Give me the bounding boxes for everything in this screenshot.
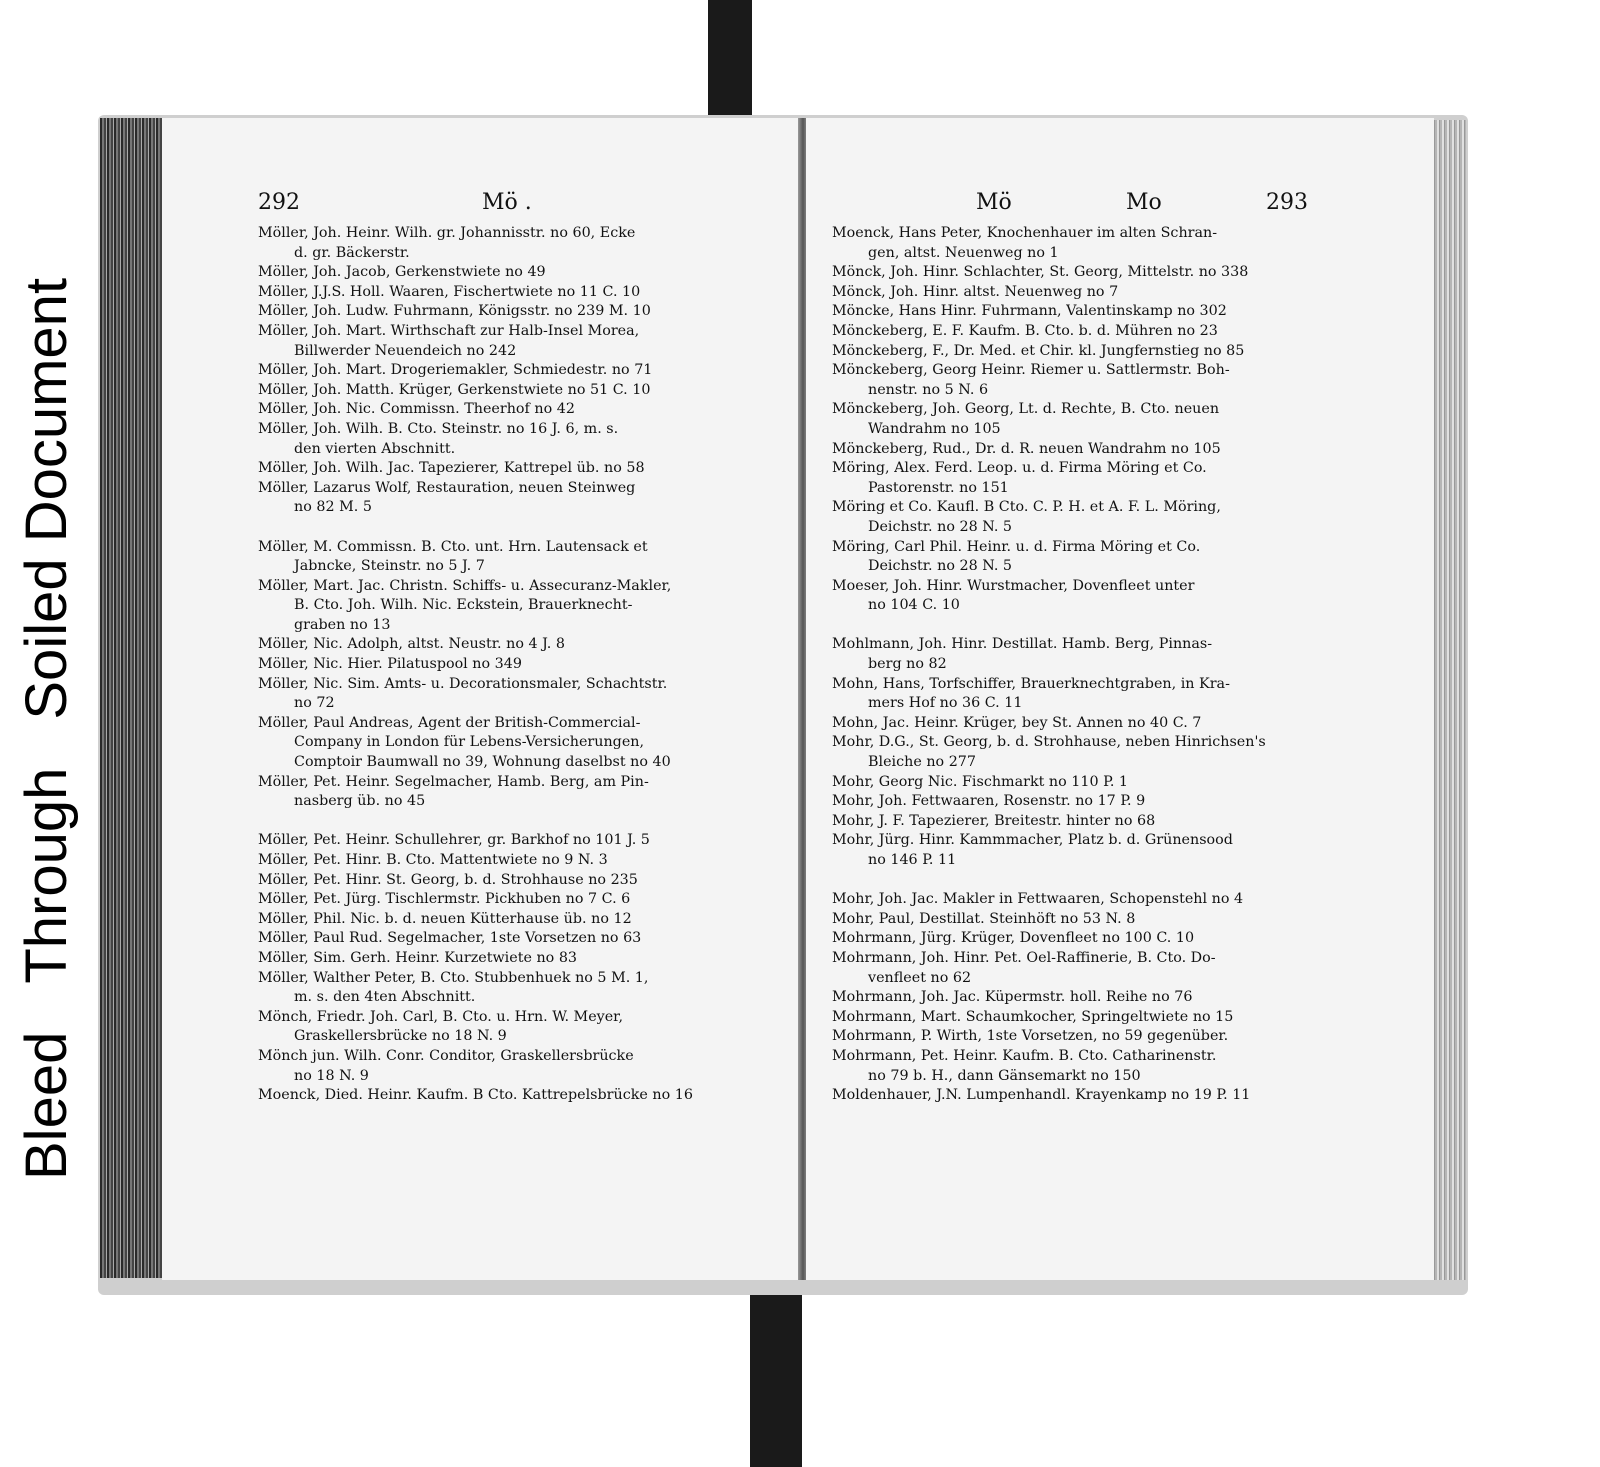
entry-line: Mohn, Hans, Torfschiffer, Brauerknechtgraben, in Kra- [832,675,1230,692]
entry-line: Mohrmann, Pet. Heinr. Kaufm. B. Cto. Catharinenstr. [832,1047,1217,1064]
entry-line: Mönch, Friedr. Joh. Carl, B. Cto. u. Hrn. W. Meyer, [258,1008,623,1025]
entry-line: Mohrmann, Joh. Jac. Küpermstr. holl. Reihe no 76 [832,989,1193,1006]
directory-entry [258,302,778,322]
directory-entry [258,322,778,361]
directory-entry [832,400,1352,439]
entry-line: Möncke, Hans Hinr. Fuhrmann, Valentinskamp no 302 [832,303,1227,320]
entry-line: Mönck, Joh. Hinr. altst. Neuenweg no 7 [832,283,1119,300]
directory-entry [258,479,778,518]
directory-entry [258,420,778,459]
right-running-head-right: Mo [1126,190,1162,215]
entry-continuation-line: venfleet no 62 [868,969,972,986]
entry-line: Mönckeberg, Joh. Georg, Lt. d. Rechte, B. Cto. neuen [832,401,1220,418]
entry-line: Mohr, Jürg. Hinr. Kammmacher, Platz b. d. Grünensood [832,832,1233,849]
entry-line: Mohr, J. F. Tapezierer, Breitestr. hinter no 68 [832,812,1156,829]
directory-entry [832,733,1352,772]
directory-entry [258,871,778,891]
entry-line: Möller, Joh. Heinr. Wilh. gr. Johannisstr. no 60, Ecke [258,225,636,241]
directory-entry [258,890,778,910]
entry-line: Moldenhauer, J.N. Lumpenhandl. Krayenkamp no 19 P. 11 [832,1087,1251,1104]
entry-line: Mohr, Georg Nic. Fischmarkt no 110 P. 1 [832,773,1129,790]
directory-entry [258,283,778,303]
entry-line: Möller, Sim. Gerh. Heinr. Kurzetwiete no 83 [258,949,578,966]
entry-line: Mohn, Jac. Heinr. Krüger, bey St. Annen no 40 C. 7 [832,714,1202,731]
directory-entry [258,851,778,871]
directory-entry [258,675,778,714]
directory-entry [832,322,1352,342]
entry-line: Mohrmann, Joh. Hinr. Pet. Oel-Raffinerie, B. Cto. Do- [832,949,1216,966]
image-condition-label [6,140,86,1180]
directory-entry [832,675,1352,714]
entry-line: Mönckeberg, F., Dr. Med. et Chir. kl. Jungfernstieg no 85 [832,342,1245,359]
directory-entry [832,792,1352,812]
entry-line: Möller, Joh. Nic. Commissn. Theerhof no 42 [258,401,575,418]
directory-entry [258,773,778,812]
entry-line: Mohrmann, P. Wirth, 1ste Vorsetzen, no 59 gegenüber. [832,1028,1229,1045]
directory-entry [258,969,778,1008]
entry-line: Möller, Joh. Wilh. Jac. Tapezierer, Kattrepel üb. no 58 [258,460,645,477]
entry-line: Mohrmann, Mart. Schaumkocher, Springeltwiete no 15 [832,1008,1234,1025]
entry-spacer [258,812,778,832]
left-directory-entries [258,224,778,1106]
directory-entry [258,949,778,969]
entry-line: Mohr, Joh. Jac. Makler in Fettwaaren, Schopenstehl no 4 [832,891,1244,908]
entry-continuation-line: no 82 M. 5 [294,499,372,516]
directory-entry [258,263,778,283]
entry-line: Moenck, Hans Peter, Knochenhauer im alten Schran- [832,225,1218,241]
directory-entry [832,831,1352,870]
entry-line: Möring, Carl Phil. Heinr. u. d. Firma Möring et Co. [832,538,1201,555]
directory-entry [258,929,778,949]
right-page-header [806,190,1434,224]
directory-entry [258,381,778,401]
right-page-number: 293 [1266,190,1308,215]
directory-entry [832,635,1352,674]
directory-entry [258,714,778,773]
entry-line: Moeser, Joh. Hinr. Wurstmacher, Dovenfleet unter [832,577,1195,594]
entry-continuation-line: B. Cto. Joh. Wilh. Nic. Eckstein, Brauerknecht- [294,597,633,614]
entry-line: Möller, Nic. Hier. Pilatuspool no 349 [258,656,522,673]
entry-continuation-line: Jabncke, Steinstr. no 5 J. 7 [294,558,485,575]
entry-continuation-line: Comptoir Baumwall no 39, Wohnung daselbst no 40 [294,754,671,771]
entry-continuation-line: Wandrahm no 105 [868,420,1001,437]
directory-entry [832,498,1352,537]
entry-line: Möller, Walther Peter, B. Cto. Stubbenhuek no 5 M. 1, [258,969,649,986]
entry-line: Möller, Nic. Sim. Amts- u. Decorationsmaler, Schachtstr. [258,675,668,692]
entry-line: Mönckeberg, Georg Heinr. Riemer u. Sattlermstr. Boh- [832,362,1230,379]
entry-continuation-line: Billwerder Neuendeich no 242 [294,342,517,359]
right-directory-entries [832,224,1352,1106]
left-page-edges [100,118,162,1278]
directory-entry [832,949,1352,988]
entry-line: Möller, Joh. Mart. Drogeriemakler, Schmiedestr. no 71 [258,362,653,379]
entry-line: Möller, M. Commissn. B. Cto. unt. Hrn. Lautensack et [258,538,648,555]
directory-entry [258,1047,778,1086]
entry-line: Möller, Joh. Ludw. Fuhrmann, Königsstr. no 239 M. 10 [258,303,651,320]
entry-continuation-line: Deichstr. no 28 N. 5 [868,518,1013,535]
entry-line: Möller, Paul Rud. Segelmacher, 1ste Vorsetzen no 63 [258,930,642,947]
entry-line: Möller, Nic. Adolph, altst. Neustr. no 4 J. 8 [258,636,565,653]
directory-entry [832,714,1352,734]
directory-entry [258,538,778,577]
entry-continuation-line: nenstr. no 5 N. 6 [868,381,989,398]
entry-continuation-line: no 72 [294,695,335,712]
right-running-head-left: Mö [976,190,1012,215]
entry-line: Möller, Phil. Nic. b. d. neuen Kütterhause üb. no 12 [258,910,632,927]
entry-continuation-line: Deichstr. no 28 N. 5 [868,558,1013,575]
entry-spacer [832,871,1352,891]
right-page-edges [1430,120,1466,1280]
entry-continuation-line: berg no 82 [868,656,947,673]
directory-entry [258,577,778,636]
directory-entry [832,910,1352,930]
entry-continuation-line: no 104 C. 10 [868,597,960,614]
entry-line: Möller, Pet. Jürg. Tischlermstr. Pickhuben no 7 C. 6 [258,891,631,908]
entry-line: Möller, Joh. Matth. Krüger, Gerkenstwiete no 51 C. 10 [258,381,651,398]
directory-entry [832,890,1352,910]
directory-entry [832,1047,1352,1086]
directory-entry [258,831,778,851]
directory-entry [258,400,778,420]
entry-line: Möller, Pet. Heinr. Segelmacher, Hamb. Berg, am Pin- [258,773,649,790]
directory-entry [258,635,778,655]
directory-entry [258,224,778,263]
left-page-number: 292 [258,190,300,215]
entry-line: Möring et Co. Kaufl. B Cto. C. P. H. et A. F. L. Möring, [832,499,1221,516]
entry-line: Möller, Joh. Mart. Wirthschaft zur Halb-Insel Morea, [258,322,640,339]
directory-entry [832,577,1352,616]
directory-entry [832,988,1352,1008]
entry-line: Möller, Mart. Jac. Christn. Schiffs- u. Assecuranz-Makler, [258,577,672,594]
entry-line: Moenck, Died. Heinr. Kaufm. B Cto. Kattrepelsbrücke no 16 [258,1087,693,1104]
directory-entry [832,283,1352,303]
entry-continuation-line: mers Hof no 36 C. 11 [868,695,1023,712]
entry-continuation-line: no 79 b. H., dann Gänsemarkt no 150 [868,1067,1141,1084]
entry-line: Mohrmann, Jürg. Krüger, Dovenfleet no 100 C. 10 [832,930,1195,947]
left-page [162,118,800,1280]
binding-strap-bottom [750,1270,802,1467]
entry-line: Möller, Pet. Hinr. B. Cto. Mattentwiete no 9 N. 3 [258,852,608,868]
directory-entry [258,1086,778,1106]
entry-line: Mönckeberg, Rud., Dr. d. R. neuen Wandrahm no 105 [832,440,1221,457]
directory-entry [832,440,1352,460]
entry-line: Mönch jun. Wilh. Conr. Conditor, Graskellersbrücke [258,1047,634,1064]
entry-continuation-line: den vierten Abschnitt. [294,440,456,457]
entry-line: Mohlmann, Joh. Hinr. Destillat. Hamb. Berg, Pinnas- [832,636,1213,653]
directory-entry [832,773,1352,793]
directory-entry [832,1086,1352,1106]
entry-continuation-line: graben no 13 [294,616,391,633]
directory-entry [258,361,778,381]
entry-line: Mohr, D.G., St. Georg, b. d. Strohhause, neben Hinrichsen's [832,734,1266,751]
entry-line: Möller, Joh. Jacob, Gerkenstwiete no 49 [258,264,546,281]
entry-line: Möller, Joh. Wilh. B. Cto. Steinstr. no 16 J. 6, m. s. [258,420,619,437]
directory-entry [832,361,1352,400]
entry-line: Möller, Pet. Heinr. Schullehrer, gr. Barkhof no 101 J. 5 [258,832,650,849]
directory-entry [832,302,1352,322]
entry-spacer [258,518,778,538]
entry-continuation-line: Company in London für Lebens-Versicherungen, [294,734,645,751]
entry-continuation-line: d. gr. Bäckerstr. [294,244,410,261]
left-page-running-head: Mö . [482,190,532,215]
entry-line: Möller, Paul Andreas, Agent der British-Commercial- [258,714,641,731]
entry-continuation-line: m. s. den 4ten Abschnitt. [294,989,476,1006]
entry-line: Möring, Alex. Ferd. Leop. u. d. Firma Möring et Co. [832,460,1207,477]
directory-entry [832,538,1352,577]
label-bleed: Bleed [13,1031,79,1180]
directory-entry [832,263,1352,283]
directory-entry [258,910,778,930]
entry-line: Mohr, Paul, Destillat. Steinhöft no 53 N. 8 [832,910,1136,927]
label-soiled-document: Soiled Document [13,277,79,720]
directory-entry [832,342,1352,362]
entry-continuation-line: Bleiche no 277 [868,754,976,771]
label-through: Through [13,767,79,984]
entry-continuation-line: gen, altst. Neuenweg no 1 [868,244,1059,261]
entry-continuation-line: Graskellersbrücke no 18 N. 9 [294,1028,507,1045]
right-page [806,118,1434,1280]
entry-line: Möller, Lazarus Wolf, Restauration, neuen Steinweg [258,479,636,496]
entry-line: Möller, Pet. Hinr. St. Georg, b. d. Strohhause no 235 [258,871,638,888]
entry-continuation-line: no 18 N. 9 [294,1067,369,1084]
entry-line: Mönck, Joh. Hinr. Schlachter, St. Georg, Mittelstr. no 338 [832,264,1249,281]
directory-entry [832,459,1352,498]
entry-continuation-line: nasberg üb. no 45 [294,793,426,810]
directory-entry [258,459,778,479]
directory-entry [832,1027,1352,1047]
directory-entry [832,812,1352,832]
directory-entry [832,224,1352,263]
binding-strap-top [708,0,752,130]
directory-entry [832,1008,1352,1028]
left-page-header [162,190,800,224]
entry-continuation-line: Pastorenstr. no 151 [868,479,1009,496]
entry-line: Mönckeberg, E. F. Kaufm. B. Cto. b. d. Mühren no 23 [832,322,1218,339]
entry-continuation-line: no 146 P. 11 [868,852,957,868]
directory-entry [258,655,778,675]
entry-line: Möller, J.J.S. Holl. Waaren, Fischertwiete no 11 C. 10 [258,283,641,300]
directory-entry [258,1008,778,1047]
entry-spacer [832,616,1352,636]
directory-entry [832,929,1352,949]
entry-line: Mohr, Joh. Fettwaaren, Rosenstr. no 17 P. 9 [832,793,1146,810]
